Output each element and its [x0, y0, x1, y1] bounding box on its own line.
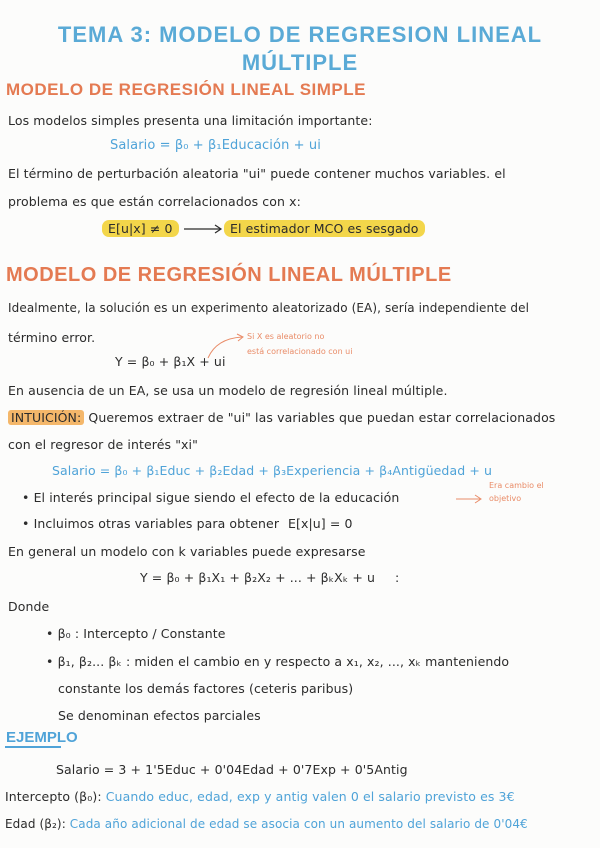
simple-text-line2: problema es que están correlacionados con x:: [8, 194, 301, 209]
page-title-line1: TEMA 3: MODELO DE REGRESION LINEAL: [57, 22, 543, 47]
general-equation: Y = β₀ + β₁X₁ + β₂X₂ + ... + βₖXₖ + u: [140, 570, 375, 585]
example-intercept-label: Intercepto (β₀):: [5, 789, 102, 804]
arrow-right-icon: [184, 224, 226, 234]
multiple-equation-salary: Salario = β₀ + β₁Educ + β₂Edad + β₃Experiencia + β₄Antigüedad + u: [52, 463, 493, 478]
example-age-label: Edad (β₂):: [5, 817, 66, 831]
example-equation: Salario = 3 + 1'5Educ + 0'04Edad + 0'7Exp + 0'5Antig: [56, 762, 408, 777]
general-equation-colon: :: [395, 570, 400, 585]
section-heading-simple: MODELO DE REGRESIÓN LINEAL SIMPLE: [6, 80, 366, 99]
bullet-1-note-line2: objetivo: [489, 494, 522, 503]
bullet-dot-icon: •: [22, 490, 30, 505]
conclusion-highlight: El estimador MCO es sesgado: [224, 220, 425, 237]
donde-partial-effects-text: Se denominan efectos parciales: [58, 708, 261, 723]
bullet-dot-icon: •: [46, 654, 54, 669]
intuition-text-line1: Queremos extraer de "ui" las variables que puedan estar correlacionados: [88, 410, 556, 425]
bullet-1-text: El interés principal sigue siendo el efecto de la educación: [33, 490, 400, 505]
condition-highlight: E[u|x] ≠ 0: [102, 220, 179, 237]
arrow-right-icon: [456, 494, 484, 504]
bullet-dot-icon: •: [22, 516, 30, 531]
note-random-x-line2: está correlacionado con ui: [247, 347, 353, 356]
donde-item-betas-text: β₁, β₂... βₖ : miden el cambio en y respecto a x₁, x₂, ..., xₖ manteniendo: [57, 654, 510, 669]
note-random-x-line1: Si X es aleatorio no: [247, 332, 325, 341]
donde-ceteris-text: constante los demás factores (ceteris paribus): [58, 681, 354, 696]
example-age-text: Cada año adicional de edad se asocia con un aumento del salario de 0'04€: [69, 817, 528, 831]
general-text: En general un modelo con k variables puede expresarse: [8, 544, 366, 559]
section-heading-multiple: MODELO DE REGRESIÓN LINEAL MÚLTIPLE: [6, 264, 452, 286]
donde-item-intercept: [46, 626, 226, 641]
curved-arrow-icon: [206, 332, 246, 360]
page-title-line2: MÚLTIPLE: [241, 50, 359, 75]
intuition-label: INTUICIÓN:: [8, 410, 84, 425]
donde-item-intercept-text: β₀ : Intercepto / Constante: [57, 626, 226, 641]
multiple-equation: Y = β₀ + β₁X + ui: [115, 354, 226, 369]
bullet-dot-icon: •: [46, 626, 54, 641]
bullet-1-note-line1: Era cambio el: [489, 481, 544, 490]
bullet-2: [22, 516, 279, 531]
intuition-text-line2: con el regresor de interés "xi": [8, 437, 198, 452]
donde-label: Donde: [8, 599, 50, 614]
multiple-text-line1: Idealmente, la solución es un experimento aleatorizado (EA), sería independiente del: [8, 301, 530, 315]
bullet-1: [22, 490, 399, 505]
bullet-2-equation: E[x|u] = 0: [288, 516, 353, 531]
example-underline: [5, 746, 61, 748]
example-intercept-text: Cuando educ, edad, exp y antig valen 0 el salario previsto es 3€: [105, 789, 515, 804]
donde-item-betas: [46, 654, 509, 669]
simple-equation: Salario = β₀ + β₁Educación + ui: [110, 138, 321, 153]
bullet-2-text: Incluimos otras variables para obtener: [33, 516, 280, 531]
multiple-text-line2: término error.: [8, 330, 96, 345]
multiple-text-line3: En ausencia de un EA, se usa un modelo de regresión lineal múltiple.: [8, 383, 448, 398]
simple-intro-text: Los modelos simples presenta una limitación importante:: [8, 113, 373, 128]
example-heading: EJEMPLO: [6, 729, 78, 746]
simple-text-line1: El término de perturbación aleatoria "ui" puede contener muchos variables. el: [8, 166, 506, 181]
